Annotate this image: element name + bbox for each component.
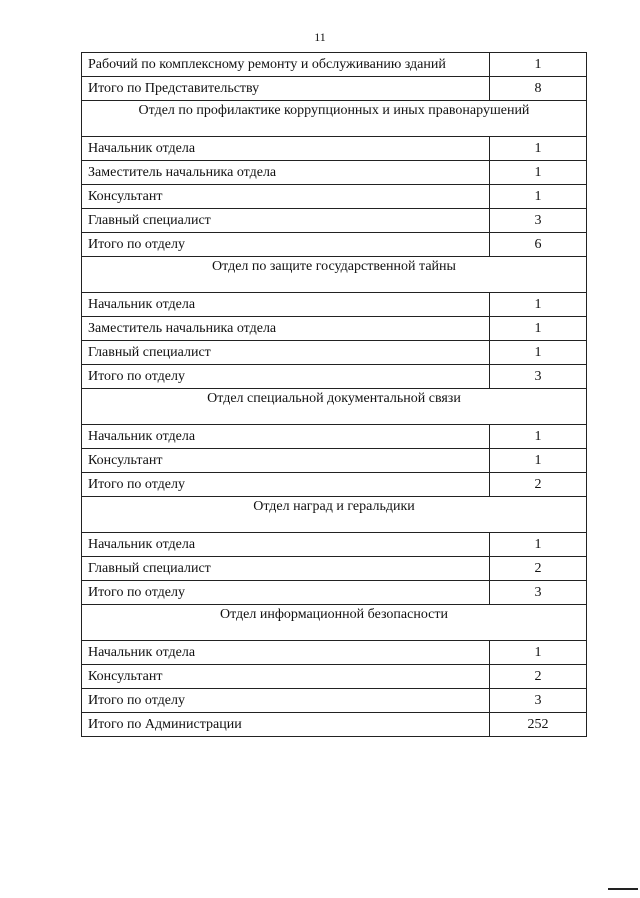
position-count: 3 [490,689,587,713]
table-row [82,137,587,161]
section-title: Отдел по профилактике коррупционных и иных правонарушений [82,101,587,137]
table-row [82,341,587,365]
position-count: 3 [490,365,587,389]
section-title: Отдел информационной безопасности [82,605,587,641]
position-count: 1 [490,161,587,185]
position-name: Итого по отделу [82,473,490,497]
position-name: Итого по отделу [82,689,490,713]
position-name: Консультант [82,185,490,209]
position-name: Главный специалист [82,557,490,581]
position-name: Главный специалист [82,341,490,365]
position-count: 2 [490,665,587,689]
position-count: 1 [490,185,587,209]
section-title: Отдел по защите государственной тайны [82,257,587,293]
position-name: Итого по отделу [82,581,490,605]
position-name: Итого по отделу [82,365,490,389]
position-name: Заместитель начальника отдела [82,161,490,185]
position-count: 6 [490,233,587,257]
position-count: 1 [490,533,587,557]
position-count: 2 [490,473,587,497]
section-title: Отдел наград и геральдики [82,497,587,533]
table-row [82,425,587,449]
section-header-row [82,257,587,293]
position-name: Итого по отделу [82,233,490,257]
table-row [82,161,587,185]
position-name: Рабочий по комплексному ремонту и обслуживанию зданий [82,53,490,77]
position-name: Итого по Администрации [82,713,490,737]
table-row [82,473,587,497]
table-row [82,557,587,581]
position-name: Начальник отдела [82,425,490,449]
margin-mark [608,888,638,890]
position-count: 1 [490,425,587,449]
section-header-row [82,389,587,425]
position-count: 1 [490,641,587,665]
staffing-table-body [82,53,587,737]
position-name: Начальник отдела [82,641,490,665]
position-name: Главный специалист [82,209,490,233]
table-row [82,581,587,605]
position-name: Заместитель начальника отдела [82,317,490,341]
table-row [82,641,587,665]
table-row [82,209,587,233]
section-title: Отдел специальной документальной связи [82,389,587,425]
position-count: 2 [490,557,587,581]
staffing-table [81,52,587,737]
position-count: 3 [490,581,587,605]
table-row [82,293,587,317]
position-name: Начальник отдела [82,533,490,557]
table-row [82,365,587,389]
position-count: 1 [490,53,587,77]
section-header-row [82,605,587,641]
position-name: Консультант [82,665,490,689]
position-count: 1 [490,449,587,473]
table-row [82,449,587,473]
table-row [82,665,587,689]
table-row [82,713,587,737]
table-row [82,689,587,713]
page-number: 11 [314,30,326,44]
table-row [82,185,587,209]
table-row [82,77,587,101]
position-name: Итого по Представительству [82,77,490,101]
section-header-row [82,101,587,137]
section-header-row [82,497,587,533]
position-count: 1 [490,293,587,317]
table-row [82,317,587,341]
table-row [82,53,587,77]
position-count: 1 [490,317,587,341]
position-name: Консультант [82,449,490,473]
position-count: 1 [490,137,587,161]
position-name: Начальник отдела [82,137,490,161]
position-name: Начальник отдела [82,293,490,317]
position-count: 8 [490,77,587,101]
table-row [82,233,587,257]
table-row [82,533,587,557]
position-count: 252 [490,713,587,737]
position-count: 1 [490,341,587,365]
position-count: 3 [490,209,587,233]
